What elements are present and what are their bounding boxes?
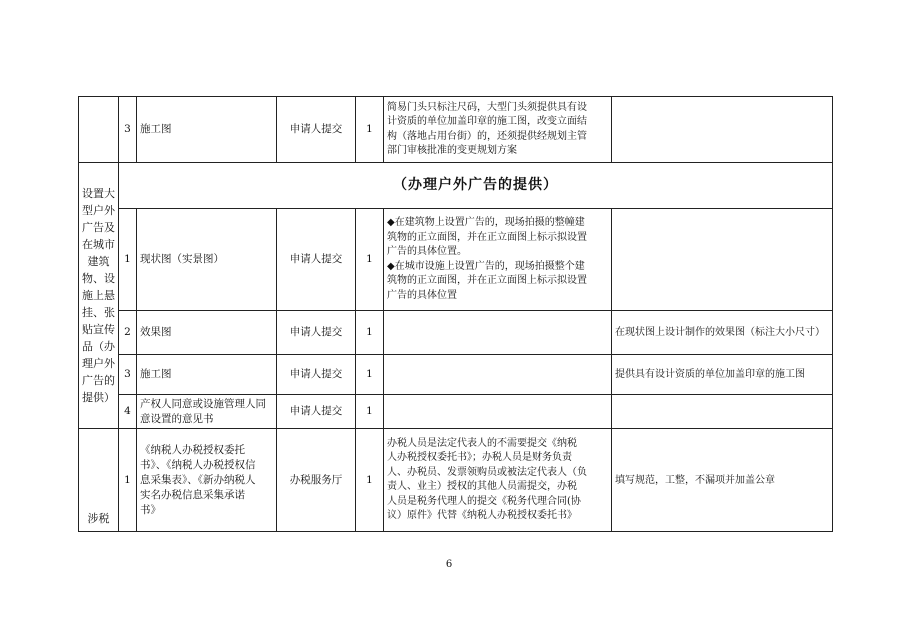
table-row: [79, 209, 833, 311]
name-line: 书》、《纳税人办税授权信: [140, 458, 256, 471]
remark: 在现状图上设计制作的效果图（标注大小尺寸）: [612, 311, 833, 355]
row-number: 4: [119, 395, 137, 429]
copy-count: 1: [356, 209, 384, 311]
row-number: 2: [119, 311, 137, 355]
requirements-table: [78, 96, 833, 532]
material-description: [384, 311, 612, 355]
desc-line: ◆在城市设施上设置广告的，现场拍摄整个建: [387, 260, 585, 272]
material-description: [384, 209, 612, 311]
remark: [612, 209, 833, 311]
material-description: [384, 429, 612, 532]
section-title: （办理户外广告的提供）: [119, 163, 833, 209]
submitter: 申请人提交: [277, 311, 356, 355]
remark: [612, 97, 833, 163]
copy-count: 1: [356, 355, 384, 395]
row-number: 3: [119, 97, 137, 163]
desc-line: 人员是税务代理人的提交《税务代理合同(协: [387, 495, 581, 507]
desc-line: 办税人员是法定代表人的不需要提交《纳税: [387, 437, 577, 449]
category-cell-empty: [79, 97, 119, 163]
material-name: 施工图: [137, 97, 277, 163]
submitter: 申请人提交: [277, 97, 356, 163]
desc-line: 计资质的单位加盖印章的施工图，改变立面结: [387, 116, 587, 127]
table-row: [79, 163, 833, 209]
desc-line: 部门审核批准的变更规划方案: [387, 145, 517, 156]
desc-line: 人办税授权委托书》；办税人员是财务负责: [387, 452, 572, 463]
desc-line: 筑物的正立面图，并在正立面图上标示拟设置: [387, 231, 587, 243]
desc-line: 构（落地占用台街）的，还须提供经规划主管: [387, 130, 587, 142]
name-line: 实名办税信息采集承诺: [140, 488, 245, 501]
desc-line: 人、办税员、发票领购员或被法定代表人（负: [387, 466, 587, 478]
submitter: 申请人提交: [277, 209, 356, 311]
row-number: 1: [119, 429, 137, 532]
desc-line: 广告的具体位置: [387, 289, 457, 301]
material-description: [384, 355, 612, 395]
row-number: 3: [119, 355, 137, 395]
material-description: [384, 395, 612, 429]
name-line: 《纳税人办税授权委托: [140, 443, 245, 456]
submitter: 办税服务厅: [277, 429, 356, 532]
remark: 提供具有设计资质的单位加盖印章的施工图: [612, 355, 833, 395]
desc-line: 责人、业主）授权的其他人员需提交，办税: [387, 481, 577, 492]
submitter: 申请人提交: [277, 395, 356, 429]
material-description: [384, 97, 612, 163]
category-outdoor-ad: 设置大 型户外 广告及 在城市 建筑 物、设 施上悬 挂、张 贴宣传 品（办 理户外 广告的 提供）: [79, 163, 119, 429]
submitter: 申请人提交: [277, 355, 356, 395]
table-row: [79, 311, 833, 355]
table-row: [79, 395, 833, 429]
material-name: 现状图（实景图）: [137, 209, 277, 311]
desc-line: ◆在建筑物上设置广告的，现场拍摄的整幢建: [387, 217, 585, 228]
page-number: 6: [445, 559, 453, 570]
copy-count: 1: [356, 311, 384, 355]
remark: 填写规范，工整，不漏项并加盖公章: [612, 429, 833, 532]
material-name: 产权人同意或设施管理人同意设置的意见书: [137, 395, 277, 429]
category-tax: 涉税: [79, 429, 119, 532]
copy-count: 1: [356, 395, 384, 429]
table-row: [79, 355, 833, 395]
table-row: [79, 97, 833, 163]
material-name: 效果图: [137, 311, 277, 355]
name-line: 书》: [140, 503, 161, 516]
name-line: 息采集表》、《新办纳税人: [140, 473, 256, 486]
desc-line: 筑物的正立面图，并在正立面图上标示拟设置: [387, 275, 587, 286]
material-name: 施工图: [137, 355, 277, 395]
desc-line: 广告的具体位置。: [387, 246, 467, 257]
remark: [612, 395, 833, 429]
desc-line: 简易门头只标注尺码，大型门头须提供具有设: [387, 101, 587, 113]
desc-line: 议）原件》代替《纳税人办税授权委托书》: [387, 510, 577, 521]
copy-count: 1: [356, 97, 384, 163]
row-number: 1: [119, 209, 137, 311]
table-row: [79, 429, 833, 532]
copy-count: 1: [356, 429, 384, 532]
material-name: [137, 429, 277, 532]
